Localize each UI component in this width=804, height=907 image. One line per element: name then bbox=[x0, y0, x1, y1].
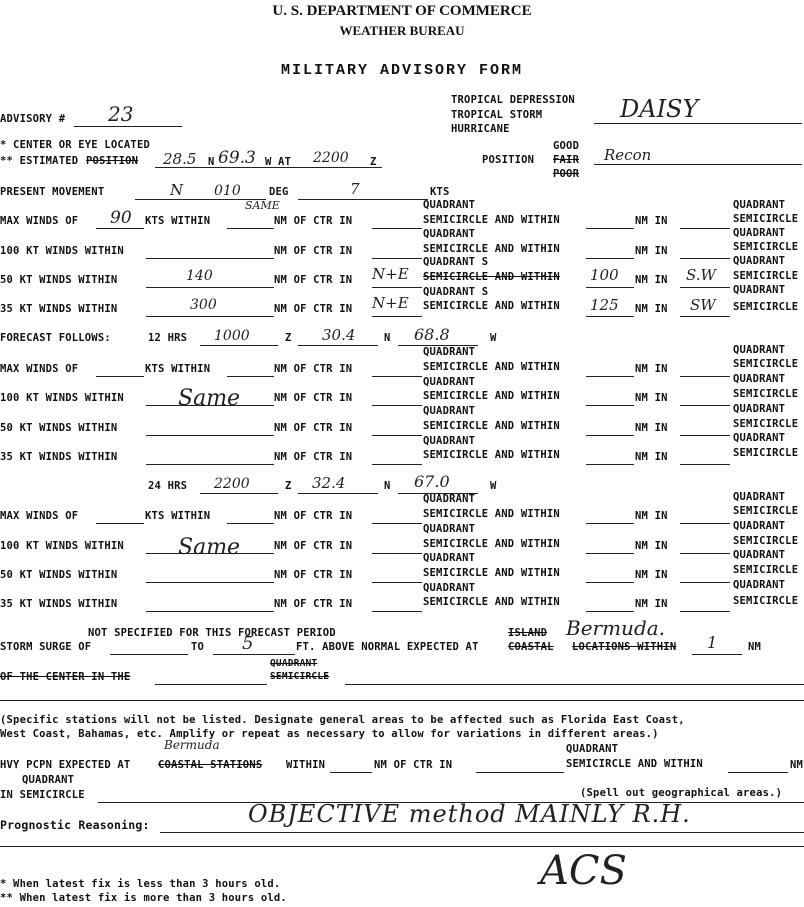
line bbox=[372, 582, 422, 583]
to-label: TO bbox=[191, 641, 205, 653]
movement-label: PRESENT MOVEMENT bbox=[0, 186, 105, 198]
same-24[interactable]: Same bbox=[178, 535, 241, 560]
storm-name-line bbox=[594, 123, 802, 124]
line bbox=[692, 654, 742, 655]
semi-within: SEMICIRCLE AND WITHIN bbox=[423, 271, 560, 283]
t24[interactable]: 2200 bbox=[214, 476, 250, 492]
r50-val[interactable]: 140 bbox=[186, 268, 213, 284]
nm-of-ctr: NM OF CTR IN bbox=[274, 510, 353, 522]
q-label: QUADRANT bbox=[733, 284, 786, 296]
nm-of-ctr: NM OF CTR IN bbox=[274, 245, 353, 257]
q-label: QUADRANT S bbox=[423, 256, 489, 268]
r35-quad2[interactable]: SW bbox=[690, 296, 716, 314]
r35-nm2[interactable]: 125 bbox=[590, 296, 619, 314]
position-hw[interactable]: Recon bbox=[604, 146, 652, 164]
center-time[interactable]: 2200 bbox=[313, 150, 349, 166]
center-lon[interactable]: 69.3 bbox=[218, 148, 256, 168]
semi-within: SEMICIRCLE AND WITHIN bbox=[423, 596, 560, 608]
q-label: QUADRANT bbox=[423, 552, 476, 564]
hvy-bermuda[interactable]: Bermuda bbox=[164, 738, 220, 752]
deg-label: DEG bbox=[269, 186, 289, 198]
estimated-label: ** ESTIMATED bbox=[0, 155, 79, 167]
max-winds-label: MAX WINDS OF bbox=[0, 510, 79, 522]
island-label: ISLAND bbox=[508, 627, 548, 639]
line bbox=[680, 582, 730, 583]
nm-of-ctr: NM OF CTR IN bbox=[274, 274, 353, 286]
notes-line1: (Specific stations will not be listed. Designate general areas to be affected such as Florida East Coast, bbox=[0, 714, 685, 726]
nm-in: NM IN bbox=[635, 274, 668, 286]
kts-within: KTS WITHIN bbox=[145, 215, 211, 227]
spell-out: (Spell out geographical areas.) bbox=[580, 787, 783, 799]
q-label: QUADRANT bbox=[733, 432, 786, 444]
line bbox=[680, 258, 730, 259]
line bbox=[476, 772, 564, 773]
line bbox=[372, 405, 422, 406]
nm-in: NM IN bbox=[635, 540, 668, 552]
q-label: QUADRANT bbox=[733, 373, 786, 385]
nm-of-ctr: NM OF CTR IN bbox=[374, 759, 453, 771]
line bbox=[200, 493, 278, 494]
nm-label: NM bbox=[748, 641, 762, 653]
kts-label: KTS bbox=[430, 186, 450, 198]
advisory-number[interactable]: 23 bbox=[108, 102, 134, 126]
line bbox=[96, 228, 144, 229]
line bbox=[680, 228, 730, 229]
type-td[interactable]: TROPICAL DEPRESSION bbox=[451, 94, 575, 106]
forecast-label: FORECAST FOLLOWS: bbox=[0, 332, 111, 344]
line bbox=[160, 832, 804, 833]
nm-label: NM bbox=[790, 759, 804, 771]
nm-in: NM IN bbox=[635, 303, 668, 315]
semi-label: SEMICIRCLE bbox=[733, 535, 799, 547]
semi-label: SEMICIRCLE bbox=[733, 388, 799, 400]
semi-label: SEMICIRCLE bbox=[733, 564, 799, 576]
q-label: QUADRANT bbox=[733, 227, 786, 239]
line bbox=[586, 523, 634, 524]
type-ts[interactable]: TROPICAL STORM bbox=[451, 109, 543, 121]
locations-within: LOCATIONS WITHIN bbox=[572, 641, 677, 653]
lon12[interactable]: 68.8 bbox=[414, 325, 450, 344]
pos-good[interactable]: GOOD bbox=[553, 140, 580, 152]
w50-label: 50 KT WINDS WITHIN bbox=[0, 569, 118, 581]
surge-value[interactable]: 5 bbox=[242, 633, 254, 654]
line bbox=[728, 772, 788, 773]
line bbox=[680, 287, 730, 288]
w50-label: 50 KT WINDS WITHIN bbox=[0, 422, 118, 434]
q-label: QUADRANT bbox=[733, 491, 786, 503]
q-label: QUADRANT S bbox=[423, 286, 489, 298]
q-label: QUADRANT bbox=[423, 493, 476, 505]
line bbox=[586, 611, 634, 612]
max-winds-label: MAX WINDS OF bbox=[0, 363, 79, 375]
line bbox=[96, 523, 144, 524]
movement-speed[interactable]: 7 bbox=[350, 180, 360, 198]
bureau-title: WEATHER BUREAU bbox=[339, 23, 465, 38]
semi-label: SEMICIRCLE bbox=[733, 358, 799, 370]
w100-label: 100 KT WINDS WITHIN bbox=[0, 245, 124, 257]
t12[interactable]: 1000 bbox=[214, 328, 250, 344]
notes-line2: West Coast, Bahamas, etc. Amplify or repeat as necessary to allow for variations in different areas.) bbox=[0, 728, 659, 740]
h24-label: 24 HRS bbox=[148, 480, 188, 492]
semi-within: SEMICIRCLE AND WITHIN bbox=[423, 300, 560, 312]
line bbox=[345, 684, 804, 685]
line bbox=[227, 376, 274, 377]
nm-in: NM IN bbox=[635, 510, 668, 522]
line bbox=[146, 316, 274, 317]
same-12[interactable]: Same bbox=[178, 386, 241, 411]
surge-nm[interactable]: 1 bbox=[707, 633, 718, 652]
line bbox=[586, 435, 634, 436]
r50-nm2[interactable]: 100 bbox=[590, 266, 619, 284]
surge-quadrant: QUADRANT bbox=[270, 658, 318, 669]
semi-within: SEMICIRCLE AND WITHIN bbox=[566, 758, 703, 770]
line bbox=[586, 553, 634, 554]
nm-in: NM IN bbox=[635, 422, 668, 434]
dept-title: U. S. DEPARTMENT OF COMMERCE bbox=[272, 3, 532, 19]
line bbox=[586, 258, 634, 259]
n-label: N bbox=[384, 332, 391, 344]
reasoning-text[interactable]: OBJECTIVE method MAINLY R.H. bbox=[248, 800, 691, 828]
position-line bbox=[594, 164, 802, 165]
r50-quad[interactable]: N+E bbox=[372, 265, 409, 283]
surge-semicircle: SEMICIRCLE bbox=[270, 671, 330, 682]
line bbox=[0, 700, 804, 701]
nm-in: NM IN bbox=[635, 245, 668, 257]
line bbox=[96, 376, 144, 377]
line bbox=[110, 654, 188, 655]
q-label: QUADRANT bbox=[733, 344, 786, 356]
reasoning-label: Prognostic Reasoning: bbox=[0, 818, 150, 832]
line bbox=[200, 345, 278, 346]
advisory-label: ADVISORY # bbox=[0, 113, 66, 125]
nm-in: NM IN bbox=[635, 598, 668, 610]
max-winds-label: MAX WINDS OF bbox=[0, 215, 79, 227]
line bbox=[372, 316, 422, 317]
advisory-line bbox=[74, 126, 182, 127]
nm-in: NM IN bbox=[635, 451, 668, 463]
semi-label: SEMICIRCLE bbox=[733, 213, 799, 225]
nm-in: NM IN bbox=[635, 363, 668, 375]
initials: ACS bbox=[540, 848, 627, 894]
line bbox=[146, 611, 274, 612]
r35-val[interactable]: 300 bbox=[190, 297, 217, 313]
nm-in: NM IN bbox=[635, 569, 668, 581]
pos-poor[interactable]: POOR bbox=[553, 168, 580, 180]
lat24[interactable]: 32.4 bbox=[312, 474, 346, 492]
q-label: QUADRANT bbox=[733, 199, 786, 211]
hvy-within: WITHIN bbox=[286, 759, 326, 771]
nm-of-ctr: NM OF CTR IN bbox=[274, 392, 353, 404]
semi-within: SEMICIRCLE AND WITHIN bbox=[423, 214, 560, 226]
q-label: QUADRANT bbox=[423, 582, 476, 594]
q-label: QUADRANT bbox=[423, 376, 476, 388]
line bbox=[586, 582, 634, 583]
lat12[interactable]: 30.4 bbox=[322, 326, 356, 344]
semi-label: SEMICIRCLE bbox=[733, 301, 799, 313]
q-label: QUADRANT bbox=[423, 199, 476, 211]
line bbox=[680, 523, 730, 524]
center-w-at: W AT bbox=[265, 156, 292, 168]
line bbox=[680, 435, 730, 436]
line bbox=[372, 523, 422, 524]
line bbox=[680, 316, 730, 317]
same-hw[interactable]: SAME bbox=[245, 199, 280, 212]
line bbox=[227, 228, 274, 229]
position-struck: POSITION bbox=[86, 155, 139, 167]
surge-bermuda[interactable]: Bermuda. bbox=[566, 616, 666, 640]
line bbox=[146, 464, 274, 465]
semi-within: SEMICIRCLE AND WITHIN bbox=[423, 420, 560, 432]
line bbox=[586, 228, 634, 229]
w35-label: 35 KT WINDS WITHIN bbox=[0, 451, 118, 463]
not-specified: NOT SPECIFIED FOR THIS FORECAST PERIOD bbox=[88, 627, 336, 639]
nm-of-ctr: NM OF CTR IN bbox=[274, 363, 353, 375]
z-label: Z bbox=[285, 332, 292, 344]
q-label: QUADRANT bbox=[733, 255, 786, 267]
line bbox=[586, 376, 634, 377]
movement-dir[interactable]: N bbox=[170, 181, 184, 199]
line bbox=[372, 611, 422, 612]
q-label: QUADRANT bbox=[22, 774, 75, 786]
center-z: Z bbox=[370, 156, 377, 168]
line bbox=[372, 553, 422, 554]
line bbox=[330, 772, 372, 773]
w50-label: 50 KT WINDS WITHIN bbox=[0, 274, 118, 286]
type-hu[interactable]: HURRICANE bbox=[451, 123, 510, 135]
q-label: QUADRANT bbox=[423, 346, 476, 358]
line bbox=[146, 582, 274, 583]
q-label: QUADRANT bbox=[423, 523, 476, 535]
w35-label: 35 KT WINDS WITHIN bbox=[0, 598, 118, 610]
of-center: OF THE CENTER IN THE bbox=[0, 671, 131, 683]
footer-2: ** When latest fix is more than 3 hours old. bbox=[0, 892, 287, 904]
line bbox=[298, 493, 378, 494]
line bbox=[372, 258, 422, 259]
semi-within: SEMICIRCLE AND WITHIN bbox=[423, 538, 560, 550]
h12-label: 12 HRS bbox=[148, 332, 188, 344]
w100-label: 100 KT WINDS WITHIN bbox=[0, 392, 124, 404]
nm-of-ctr: NM OF CTR IN bbox=[274, 598, 353, 610]
semi-label: SEMICIRCLE bbox=[733, 270, 799, 282]
line bbox=[213, 654, 295, 655]
position-label: POSITION bbox=[482, 154, 535, 166]
line bbox=[680, 611, 730, 612]
line bbox=[372, 376, 422, 377]
line bbox=[586, 464, 634, 465]
surge-label: STORM SURGE OF bbox=[0, 641, 92, 653]
w-label: W bbox=[490, 480, 497, 492]
semi-within: SEMICIRCLE AND WITHIN bbox=[423, 390, 560, 402]
semi-label: SEMICIRCLE bbox=[733, 447, 799, 459]
line bbox=[298, 345, 378, 346]
z-label: Z bbox=[285, 480, 292, 492]
nm-of-ctr: NM OF CTR IN bbox=[274, 215, 353, 227]
q-label: QUADRANT bbox=[733, 403, 786, 415]
kts-within: KTS WITHIN bbox=[145, 510, 211, 522]
line bbox=[586, 405, 634, 406]
semi-within: SEMICIRCLE AND WITHIN bbox=[423, 449, 560, 461]
r35-quad[interactable]: N+E bbox=[372, 294, 409, 312]
q-label: QUADRANT bbox=[733, 520, 786, 532]
in-semicircle: IN SEMICIRCLE bbox=[0, 789, 85, 801]
semi-label: SEMICIRCLE bbox=[733, 505, 799, 517]
semi-label: SEMICIRCLE bbox=[733, 241, 799, 253]
n-label: N bbox=[384, 480, 391, 492]
nm-of-ctr: NM OF CTR IN bbox=[274, 451, 353, 463]
line bbox=[680, 553, 730, 554]
kts-within: KTS WITHIN bbox=[145, 363, 211, 375]
line bbox=[146, 258, 274, 259]
q-label: QUADRANT bbox=[733, 549, 786, 561]
nm-of-ctr: NM OF CTR IN bbox=[274, 303, 353, 315]
line bbox=[372, 287, 422, 288]
nm-in: NM IN bbox=[635, 392, 668, 404]
line bbox=[227, 523, 274, 524]
line bbox=[146, 435, 274, 436]
footer-1: * When latest fix is less than 3 hours old. bbox=[0, 878, 281, 890]
w100-label: 100 KT WINDS WITHIN bbox=[0, 540, 124, 552]
lon24[interactable]: 67.0 bbox=[414, 472, 450, 491]
w-label: W bbox=[490, 332, 497, 344]
nm-of-ctr: NM OF CTR IN bbox=[274, 569, 353, 581]
nm-of-ctr: NM OF CTR IN bbox=[274, 540, 353, 552]
line bbox=[372, 228, 422, 229]
line bbox=[586, 316, 634, 317]
line bbox=[680, 376, 730, 377]
line bbox=[155, 684, 267, 685]
line bbox=[0, 846, 804, 847]
line bbox=[680, 464, 730, 465]
form-title: MILITARY ADVISORY FORM bbox=[280, 62, 524, 79]
line bbox=[372, 464, 422, 465]
q-label: QUADRANT bbox=[423, 435, 476, 447]
semi-label: SEMICIRCLE bbox=[733, 595, 799, 607]
semi-within: SEMICIRCLE AND WITHIN bbox=[423, 508, 560, 520]
line bbox=[586, 287, 634, 288]
movement-deg[interactable]: 010 bbox=[214, 183, 241, 199]
movement-speed-line bbox=[298, 199, 428, 200]
center-label: * CENTER OR EYE LOCATED bbox=[0, 139, 150, 151]
q-label: QUADRANT bbox=[423, 405, 476, 417]
nm-of-ctr: NM OF CTR IN bbox=[274, 422, 353, 434]
hvy-label: HVY PCPN EXPECTED AT bbox=[0, 759, 131, 771]
max-winds-val[interactable]: 90 bbox=[110, 208, 132, 228]
center-n: N bbox=[208, 156, 215, 168]
center-lat[interactable]: 28.5 bbox=[163, 150, 197, 168]
storm-name[interactable]: DAISY bbox=[620, 95, 699, 123]
line bbox=[146, 287, 274, 288]
w35-label: 35 KT WINDS WITHIN bbox=[0, 303, 118, 315]
nm-in: NM IN bbox=[635, 215, 668, 227]
semi-label: SEMICIRCLE bbox=[733, 418, 799, 430]
line bbox=[680, 405, 730, 406]
q-label: QUADRANT bbox=[566, 743, 619, 755]
semi-within: SEMICIRCLE AND WITHIN bbox=[423, 567, 560, 579]
semi-within: SEMICIRCLE AND WITHIN bbox=[423, 243, 560, 255]
q-label: QUADRANT bbox=[733, 579, 786, 591]
r50-quad2[interactable]: S.W bbox=[686, 266, 716, 284]
coastal-label: COASTAL bbox=[508, 641, 554, 653]
line bbox=[372, 435, 422, 436]
semi-within: SEMICIRCLE AND WITHIN bbox=[423, 361, 560, 373]
ft-above: FT. ABOVE NORMAL EXPECTED AT bbox=[296, 641, 479, 653]
pos-fair[interactable]: FAIR bbox=[553, 154, 580, 166]
hvy-coastal: COASTAL STATIONS bbox=[158, 759, 263, 771]
q-label: QUADRANT bbox=[423, 228, 476, 240]
